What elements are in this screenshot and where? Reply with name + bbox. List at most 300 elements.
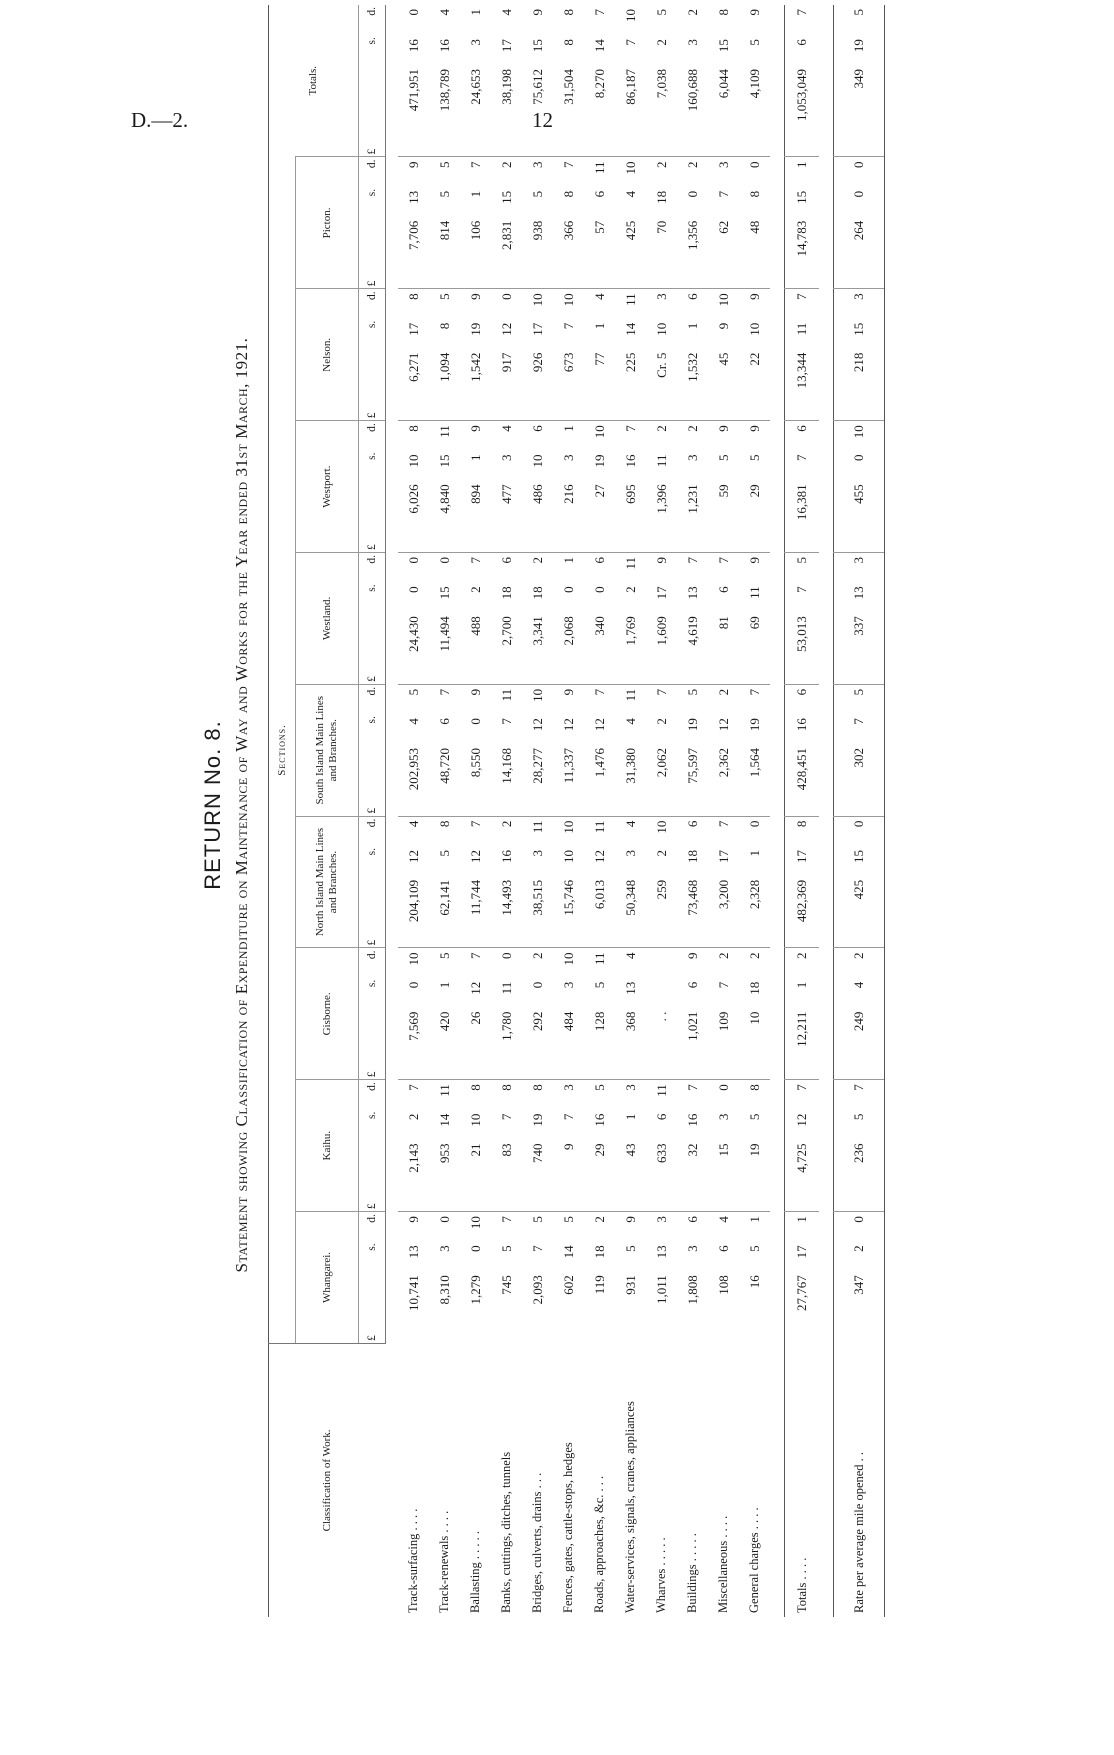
- pence-cell: 3: [522, 157, 553, 187]
- pounds-cell: 337: [834, 612, 885, 684]
- pence-cell: [646, 948, 677, 978]
- shillings-cell: 10: [467, 1113, 483, 1127]
- unit-label: s.: [359, 451, 386, 481]
- unit-label: £: [359, 480, 386, 552]
- unit-label: d.: [359, 289, 386, 319]
- pounds-cell: 1,780: [498, 1011, 514, 1041]
- rotated-table-sheet: [190, 0, 1114, 1655]
- pence-cell: 6: [785, 684, 820, 714]
- pence-cell: 9: [460, 289, 491, 319]
- unit-label: s.: [359, 582, 386, 612]
- shillings-cell: 13: [622, 981, 638, 995]
- pounds-cell: 75,597: [684, 748, 700, 784]
- pence-cell: 11: [491, 684, 522, 714]
- shillings-cell: 6: [715, 1245, 731, 1252]
- pence-cell: 3: [553, 1080, 584, 1110]
- pence-cell: 7: [785, 5, 820, 35]
- pounds-cell: 24,430: [405, 616, 421, 652]
- pounds-cell: 1,011: [653, 1275, 669, 1305]
- pence-cell: 9: [460, 684, 491, 714]
- unit-label: £: [359, 1271, 386, 1343]
- shillings-cell: 3: [684, 39, 700, 46]
- pounds-cell: 633: [653, 1143, 669, 1163]
- pounds-cell: 26: [467, 1011, 483, 1025]
- shillings-cell: 5: [746, 454, 762, 462]
- shillings-cell: 16: [785, 714, 820, 744]
- pounds-cell: 4,840: [436, 484, 452, 514]
- shillings-cell: 9: [715, 322, 731, 330]
- pounds-cell: 32: [684, 1143, 700, 1157]
- pounds-cell: 814: [436, 220, 452, 241]
- pounds-cell: 216: [560, 484, 576, 504]
- table-row: [708, 5, 739, 1617]
- pounds-cell: 59: [715, 484, 731, 498]
- shillings-cell: 10: [560, 849, 576, 863]
- row-label: Wharves . . . . .: [654, 1537, 668, 1613]
- row-label: Rate per average mile opened . .: [834, 1343, 885, 1617]
- pounds-cell: 9: [560, 1143, 576, 1150]
- pounds-cell: 160,688: [684, 68, 700, 112]
- pounds-cell: 4,109: [746, 68, 762, 99]
- shillings-cell: 15: [436, 454, 452, 468]
- pence-cell: 9: [646, 553, 677, 583]
- pence-cell: 2: [646, 421, 677, 451]
- pence-cell: 11: [615, 684, 646, 714]
- unit-label: £: [359, 1139, 386, 1211]
- shillings-cell: 5: [746, 39, 762, 46]
- pence-cell: 11: [429, 421, 460, 451]
- shillings-cell: 18: [746, 981, 762, 995]
- pence-cell: 5: [429, 948, 460, 978]
- unit-label: £: [359, 744, 386, 816]
- row-label: Miscellaneous . . . .: [716, 1515, 730, 1613]
- shillings-cell: 15: [834, 846, 885, 876]
- row-label: Buildings . . . . .: [685, 1533, 699, 1613]
- pence-cell: 7: [615, 421, 646, 451]
- pence-cell: 7: [785, 1080, 820, 1110]
- pounds-cell: 4,619: [684, 616, 700, 646]
- pounds-cell: 455: [834, 480, 885, 552]
- pence-cell: 7: [834, 1080, 885, 1110]
- shillings-cell: 7: [715, 190, 731, 198]
- unit-label: £: [359, 612, 386, 684]
- shillings-cell: 2: [622, 586, 638, 593]
- table-row: [553, 5, 584, 1617]
- pounds-cell: 11,337: [560, 748, 576, 784]
- pounds-cell: 15,746: [560, 879, 576, 916]
- pence-cell: 5: [398, 684, 429, 714]
- unit-label: d.: [359, 5, 386, 35]
- pence-cell: 0: [429, 1212, 460, 1242]
- shillings-cell: 12: [467, 849, 483, 863]
- pence-cell: 4: [398, 816, 429, 846]
- shillings-cell: [646, 978, 677, 1008]
- pence-cell: 9: [615, 1212, 646, 1242]
- shillings-cell: 3: [684, 1245, 700, 1252]
- pounds-cell: 86,187: [622, 68, 638, 105]
- shillings-cell: 4: [622, 190, 638, 198]
- pence-cell: 1: [553, 421, 584, 451]
- shillings-cell: 5: [622, 1245, 638, 1252]
- shillings-cell: 3: [684, 454, 700, 462]
- pence-cell: 8: [560, 9, 576, 16]
- shillings-cell: 6: [785, 35, 820, 65]
- pence-cell: 10: [584, 421, 615, 451]
- shillings-cell: 19: [529, 1113, 545, 1127]
- table-row: [615, 5, 646, 1617]
- pence-cell: 10: [646, 816, 677, 846]
- shillings-cell: 7: [785, 582, 820, 612]
- pence-cell: 9: [460, 421, 491, 451]
- shillings-cell: 6: [591, 190, 607, 198]
- shillings-cell: 12: [560, 718, 576, 732]
- pence-cell: 8: [739, 1080, 770, 1110]
- pence-cell: 6: [785, 421, 820, 451]
- pence-cell: 9: [746, 9, 762, 16]
- pence-cell: 7: [460, 948, 491, 978]
- pence-cell: 7: [460, 816, 491, 846]
- pounds-cell: 917: [498, 352, 514, 373]
- pounds-cell: 2,093: [529, 1275, 545, 1305]
- pence-cell: 4: [615, 948, 646, 978]
- shillings-cell: 1: [591, 322, 607, 330]
- pounds-cell: 6,013: [591, 879, 607, 910]
- pence-cell: 2: [646, 157, 677, 187]
- pence-cell: 0: [739, 157, 770, 187]
- unit-label: £: [359, 1008, 386, 1080]
- pounds-cell: 1,021: [684, 1011, 700, 1041]
- pence-cell: 5: [785, 553, 820, 583]
- pence-cell: 3: [834, 289, 885, 319]
- row-label: Bridges, culverts, drains . . .: [530, 1472, 544, 1613]
- pence-cell: 7: [677, 1080, 708, 1110]
- unit-label: d.: [359, 1080, 386, 1110]
- pence-cell: 11: [615, 289, 646, 319]
- pence-cell: 7: [398, 1080, 429, 1110]
- pounds-cell: 2,700: [498, 616, 514, 646]
- rate-row: [834, 5, 885, 1617]
- pence-cell: 9: [677, 948, 708, 978]
- pence-cell: 11: [429, 1080, 460, 1110]
- shillings-cell: 7: [715, 981, 731, 989]
- pounds-cell: 11,744: [467, 879, 483, 916]
- pounds-cell: 15: [715, 1143, 731, 1157]
- pence-cell: 3: [708, 157, 739, 187]
- pounds-cell: 1,532: [684, 352, 700, 382]
- pounds-cell: 6,044: [715, 68, 731, 99]
- shillings-cell: 11: [498, 981, 514, 995]
- pence-cell: 6: [491, 553, 522, 583]
- shillings-cell: 7: [560, 322, 576, 330]
- shillings-cell: 0: [834, 451, 885, 481]
- shillings-cell: 13: [653, 1245, 669, 1259]
- shillings-cell: 0: [529, 981, 545, 989]
- shillings-cell: 3: [436, 1245, 452, 1252]
- classification-header: Classification of Work.: [269, 1343, 386, 1617]
- shillings-cell: 3: [622, 849, 638, 857]
- shillings-cell: 16: [684, 1113, 700, 1127]
- row-label: Roads, approaches, &c. . . .: [592, 1475, 606, 1613]
- shillings-cell: 7: [785, 451, 820, 481]
- shillings-cell: 15: [436, 586, 452, 600]
- pounds-cell: 2,068: [560, 616, 576, 646]
- pence-cell: 7: [646, 684, 677, 714]
- shillings-cell: 15: [834, 319, 885, 349]
- pence-cell: 5: [677, 684, 708, 714]
- shillings-cell: 17: [785, 1241, 820, 1271]
- pence-cell: 0: [739, 816, 770, 846]
- unit-label: £: [359, 876, 386, 948]
- pence-cell: 2: [677, 157, 708, 187]
- unit-label: s.: [359, 978, 386, 1008]
- shillings-cell: 18: [498, 586, 514, 600]
- pounds-cell: 50,348: [622, 879, 638, 916]
- pounds-cell: 1,053,049: [785, 65, 820, 157]
- pounds-cell: 225: [622, 352, 638, 373]
- shillings-cell: 13: [405, 1245, 421, 1259]
- shillings-cell: 1: [785, 978, 820, 1008]
- pounds-cell: 428,451: [785, 744, 820, 816]
- shillings-cell: 12: [715, 718, 731, 732]
- pounds-cell: 4,725: [785, 1139, 820, 1211]
- pence-cell: 7: [553, 157, 584, 187]
- shillings-cell: 7: [834, 714, 885, 744]
- pence-cell: 10: [622, 9, 638, 22]
- pounds-cell: 1,476: [591, 748, 607, 778]
- shillings-cell: 8: [746, 190, 762, 198]
- row-label: Water-services, signals, cranes, appliances: [623, 1401, 637, 1613]
- shillings-cell: 1: [467, 190, 483, 198]
- shillings-cell: 2: [653, 849, 669, 857]
- unit-label: s.: [359, 1110, 386, 1140]
- pence-cell: 2: [785, 948, 820, 978]
- statement-title: Statement showing Classification of Expenditure on Maintenance of Way and Works for the Year ended 31st March, 1921.: [232, 337, 251, 1273]
- pounds-cell: 2,362: [715, 748, 731, 778]
- pence-cell: 8: [429, 816, 460, 846]
- shillings-cell: 4: [622, 718, 638, 725]
- unit-label: d.: [359, 157, 386, 187]
- shillings-cell: 15: [785, 187, 820, 217]
- pounds-cell: 27: [591, 484, 607, 498]
- shillings-cell: 13: [834, 582, 885, 612]
- unit-label: s.: [359, 35, 386, 65]
- pounds-cell: 366: [560, 220, 576, 241]
- pence-cell: 5: [553, 1212, 584, 1242]
- shillings-cell: 18: [684, 849, 700, 863]
- shillings-cell: 14: [622, 322, 638, 336]
- shillings-cell: 19: [591, 454, 607, 468]
- pence-cell: 7: [739, 684, 770, 714]
- pounds-cell: 22: [746, 352, 762, 366]
- return-title: RETURN No. 8.: [200, 720, 225, 890]
- pence-cell: 4: [584, 289, 615, 319]
- pence-cell: 2: [677, 421, 708, 451]
- shillings-cell: 5: [746, 1113, 762, 1121]
- column-header-totals: Totals.: [269, 5, 359, 157]
- shillings-cell: 19: [467, 322, 483, 336]
- row-label: General charges . . . .: [747, 1507, 761, 1613]
- pounds-cell: 1,094: [436, 352, 452, 382]
- shillings-cell: 16: [622, 454, 638, 468]
- shillings-cell: 5: [591, 981, 607, 989]
- pounds-cell: 1,769: [622, 616, 638, 646]
- pounds-cell: 48: [746, 220, 762, 234]
- pounds-cell: 349: [834, 65, 885, 157]
- shillings-cell: 10: [653, 322, 669, 336]
- pounds-cell: 14,493: [498, 879, 514, 916]
- pence-cell: 11: [646, 1080, 677, 1110]
- pounds-cell: 368: [622, 1011, 638, 1032]
- pence-cell: 7: [785, 289, 820, 319]
- pence-cell: 5: [584, 1080, 615, 1110]
- pounds-cell: 10: [746, 1011, 762, 1025]
- pence-cell: 3: [615, 1080, 646, 1110]
- shillings-cell: 7: [529, 1245, 545, 1252]
- pence-cell: 9: [739, 421, 770, 451]
- pounds-cell: 926: [529, 352, 545, 373]
- pounds-cell: 602: [560, 1275, 576, 1295]
- pence-cell: 9: [739, 553, 770, 583]
- row-label: Totals . . . .: [785, 1343, 820, 1617]
- shillings-cell: 15: [715, 39, 731, 53]
- pence-cell: 4: [708, 1212, 739, 1242]
- shillings-cell: 12: [498, 322, 514, 336]
- row-label: Banks, cuttings, ditches, tunnels: [499, 1451, 513, 1613]
- shillings-cell: 15: [529, 39, 545, 53]
- pence-cell: 6: [584, 553, 615, 583]
- unit-label: d.: [359, 948, 386, 978]
- shillings-cell: 1: [467, 454, 483, 462]
- unit-label: d.: [359, 553, 386, 583]
- pence-cell: 6: [677, 289, 708, 319]
- pounds-cell: 249: [834, 1008, 885, 1080]
- table-row: [460, 5, 491, 1617]
- shillings-cell: 7: [622, 39, 638, 46]
- shillings-cell: 3: [467, 39, 483, 46]
- pounds-cell: 1,279: [467, 1275, 483, 1305]
- pence-cell: 8: [522, 1080, 553, 1110]
- pounds-cell: 43: [622, 1143, 638, 1157]
- pounds-cell: 62: [715, 220, 731, 234]
- pounds-cell: 8,270: [591, 68, 607, 99]
- pence-cell: 2: [491, 157, 522, 187]
- pence-cell: 2: [522, 948, 553, 978]
- pounds-cell: 48,720: [436, 748, 452, 784]
- pounds-cell: 1,396: [653, 484, 669, 514]
- shillings-cell: 5: [436, 190, 452, 198]
- pounds-cell: 425: [834, 876, 885, 948]
- pence-cell: 11: [615, 553, 646, 583]
- shillings-cell: 13: [405, 190, 421, 204]
- pounds-cell: 2,143: [405, 1143, 421, 1173]
- spacer-row: [819, 5, 834, 1617]
- pounds-cell: 16: [746, 1275, 762, 1289]
- pence-cell: 7: [591, 9, 607, 16]
- pounds-cell: 16,381: [785, 480, 820, 552]
- pence-cell: 8: [785, 816, 820, 846]
- shillings-cell: 17: [405, 322, 421, 336]
- pence-cell: 10: [834, 421, 885, 451]
- pence-cell: 2: [491, 816, 522, 846]
- pounds-cell: 108: [715, 1275, 731, 1295]
- shillings-cell: 14: [436, 1113, 452, 1127]
- pounds-cell: 740: [529, 1143, 545, 1163]
- shillings-cell: 6: [715, 586, 731, 593]
- shillings-cell: 18: [591, 1245, 607, 1259]
- pence-cell: 3: [646, 289, 677, 319]
- pence-cell: 11: [584, 816, 615, 846]
- pounds-cell: 1,542: [467, 352, 483, 382]
- shillings-cell: 4: [834, 978, 885, 1008]
- pence-cell: 2: [684, 9, 700, 16]
- shillings-cell: 2: [653, 39, 669, 46]
- shillings-cell: 5: [715, 454, 731, 462]
- column-header: Nelson.: [296, 289, 359, 421]
- pounds-cell: Cr. 5: [653, 352, 669, 378]
- pounds-cell: 83: [498, 1143, 514, 1157]
- shillings-cell: 7: [498, 1113, 514, 1121]
- pence-cell: 10: [553, 289, 584, 319]
- expenditure-table: [268, 5, 885, 1617]
- pounds-cell: 53,013: [785, 612, 820, 684]
- pence-cell: 11: [584, 948, 615, 978]
- shillings-cell: 8: [436, 322, 452, 330]
- table-row: [429, 5, 460, 1617]
- pence-cell: 7: [460, 157, 491, 187]
- pence-cell: 10: [398, 948, 429, 978]
- pence-cell: 2: [834, 948, 885, 978]
- pounds-cell: 31,380: [622, 748, 638, 784]
- shillings-cell: 0: [684, 190, 700, 198]
- pounds-cell: 2,062: [653, 748, 669, 778]
- column-header: Westport.: [296, 421, 359, 553]
- pounds-cell: 11,494: [436, 616, 452, 652]
- table-row: [646, 5, 677, 1617]
- pounds-cell: 202,953: [405, 748, 421, 791]
- column-header: Westland.: [296, 553, 359, 685]
- pounds-cell: 425: [622, 220, 638, 241]
- pounds-cell: 236: [834, 1139, 885, 1211]
- pence-cell: 9: [739, 289, 770, 319]
- pounds-cell: 259: [653, 879, 669, 900]
- pence-cell: 1: [553, 553, 584, 583]
- pounds-cell: 931: [622, 1275, 638, 1295]
- pounds-cell: 218: [834, 349, 885, 421]
- pounds-cell: 57: [591, 220, 607, 234]
- unit-label: s.: [359, 187, 386, 217]
- shillings-cell: 10: [529, 454, 545, 468]
- pounds-cell: 302: [834, 744, 885, 816]
- shillings-cell: 7: [498, 718, 514, 725]
- pence-cell: 9: [529, 9, 545, 16]
- pounds-cell: 6,271: [405, 352, 421, 382]
- pence-cell: 0: [708, 1080, 739, 1110]
- row-label: Ballasting . . . . .: [468, 1531, 482, 1613]
- pounds-cell: 29: [746, 484, 762, 498]
- pounds-cell: 73,468: [684, 879, 700, 916]
- pence-cell: 2: [522, 553, 553, 583]
- pence-cell: 5: [429, 157, 460, 187]
- shillings-cell: 4: [405, 718, 421, 725]
- pounds-cell: 953: [436, 1143, 452, 1163]
- pounds-cell: 69: [746, 616, 762, 630]
- pence-cell: 0: [405, 9, 421, 16]
- pounds-cell: 673: [560, 352, 576, 373]
- pence-cell: 2: [708, 684, 739, 714]
- pounds-cell: 347: [834, 1271, 885, 1343]
- shillings-cell: 8: [560, 39, 576, 46]
- pence-cell: 7: [491, 1212, 522, 1242]
